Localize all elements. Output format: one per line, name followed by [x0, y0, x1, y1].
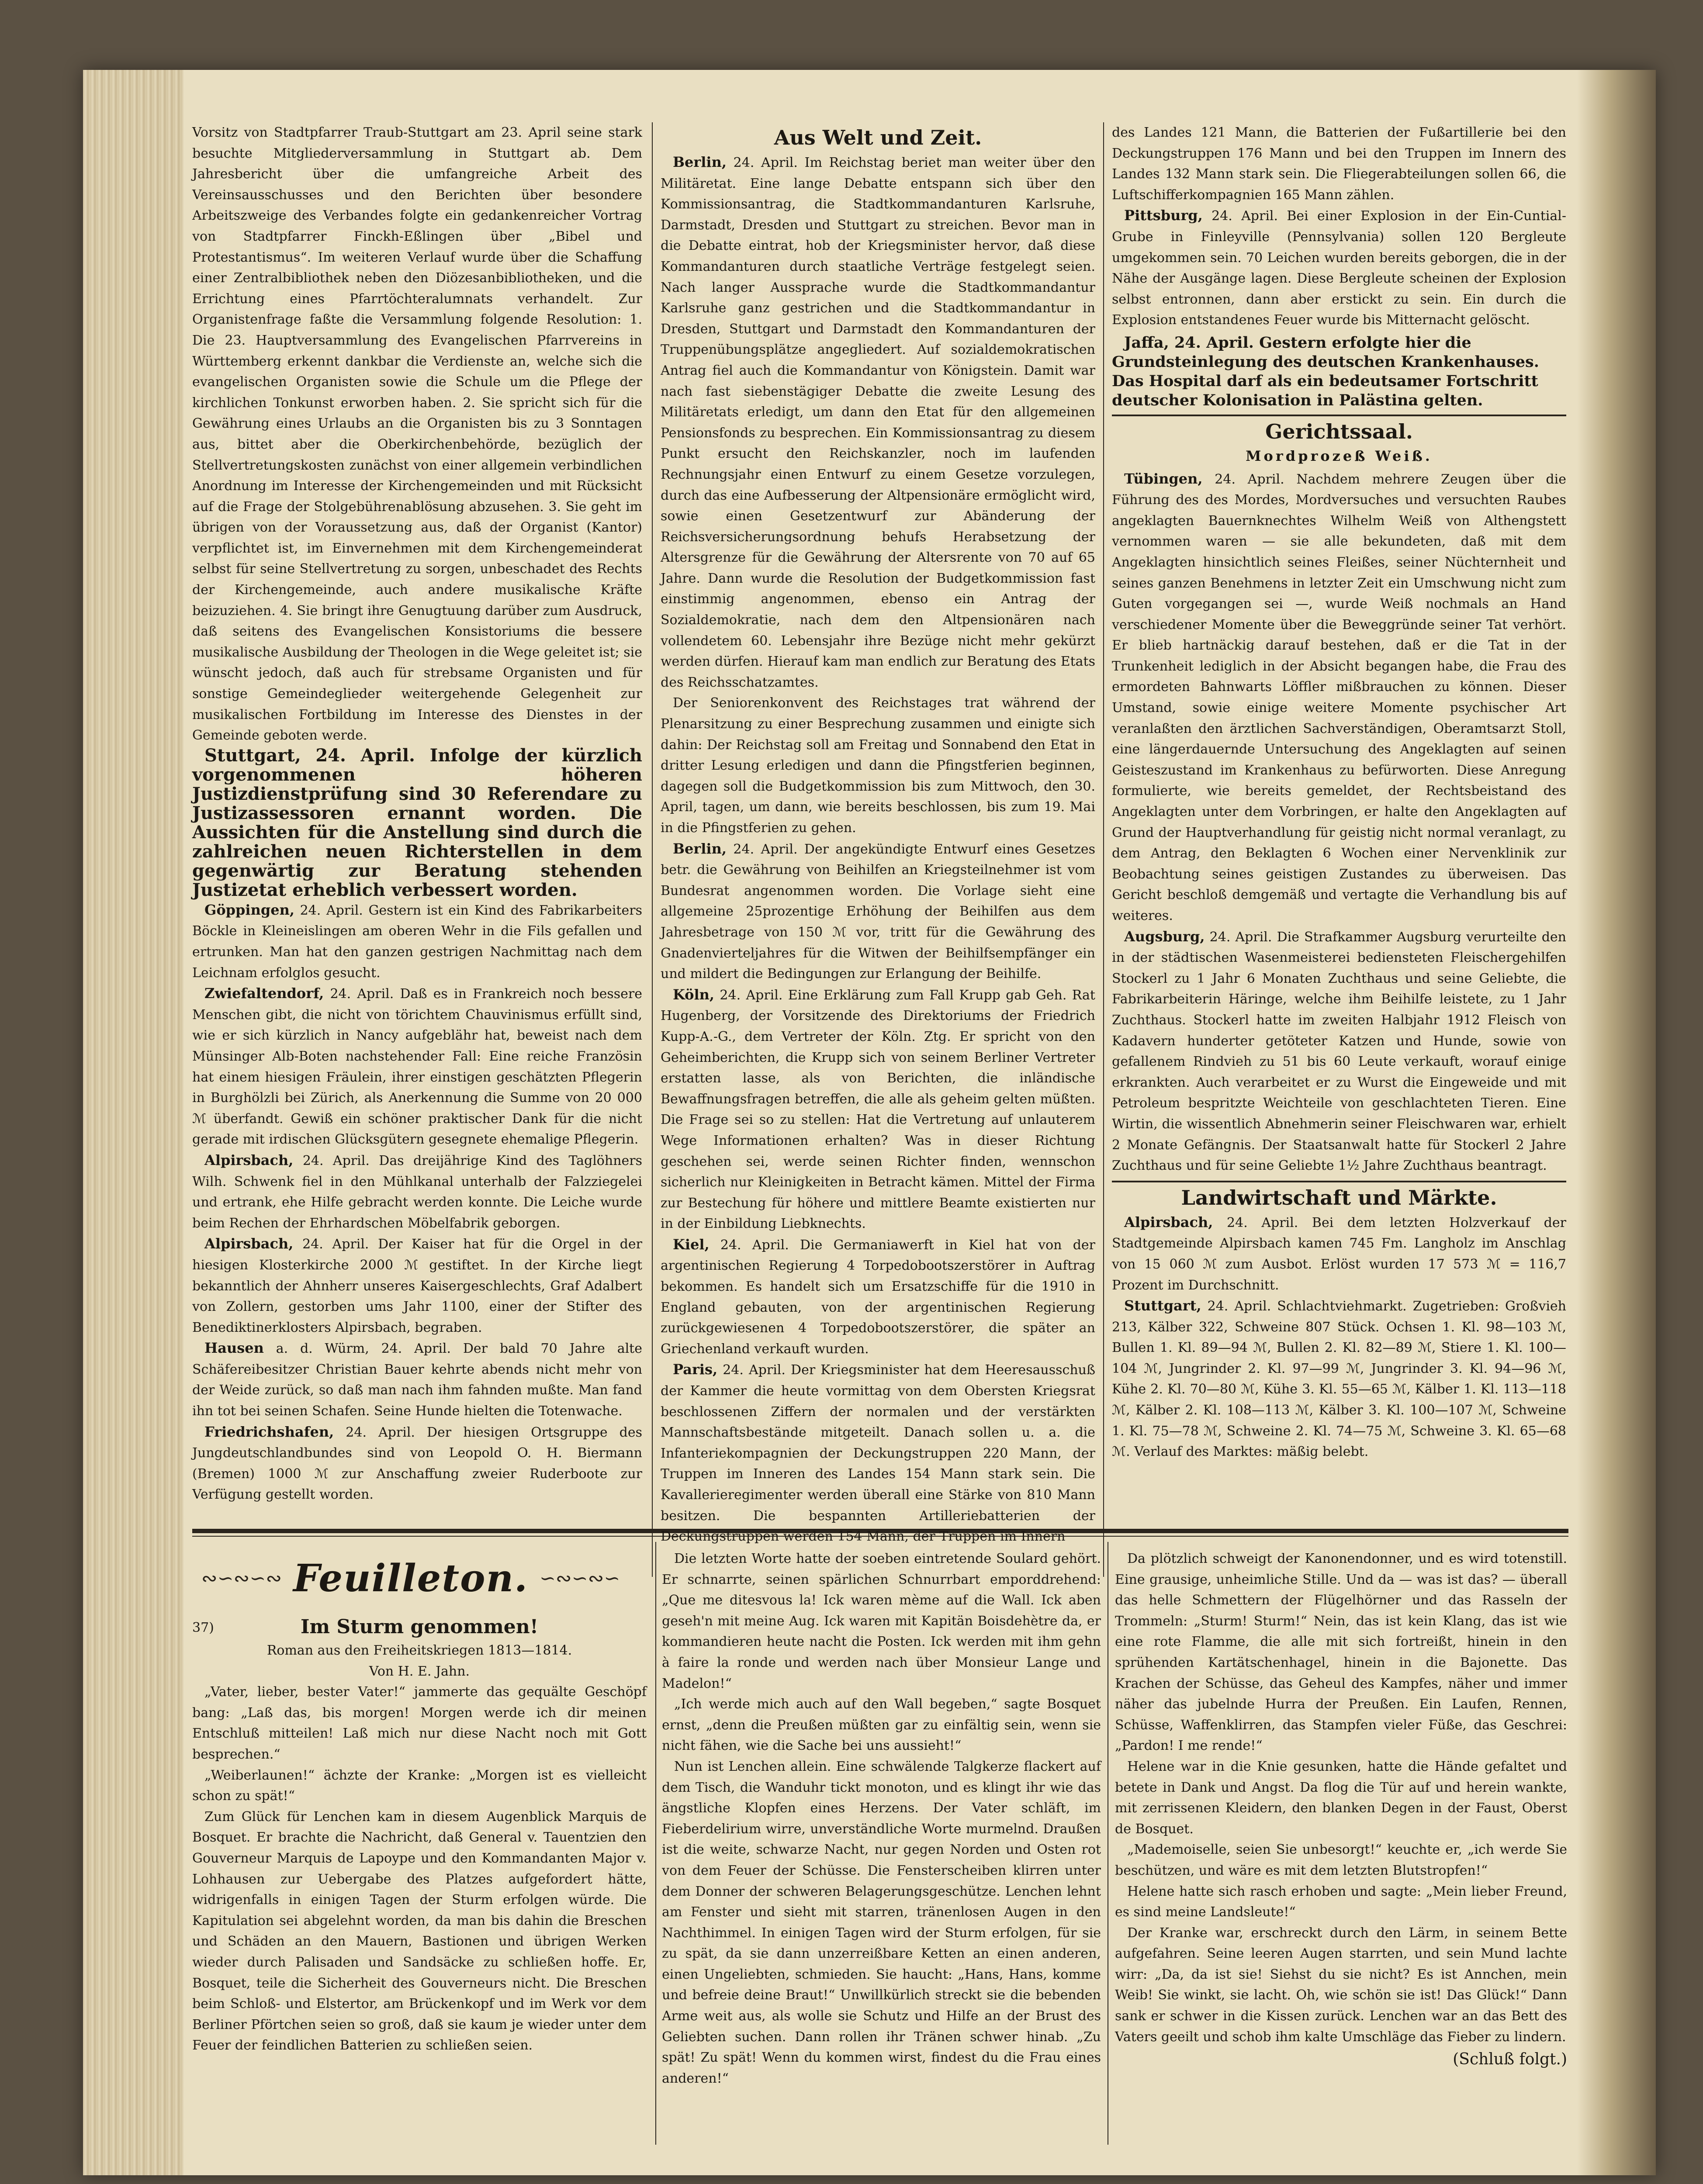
dateline: Hausen: [204, 1340, 264, 1357]
paragraph: Helene hatte sich rasch erhoben und sagte: „Mein lieber Freund, es sind meine Landsleute!“: [1115, 1883, 1567, 1920]
dateline: Alpirsbach,: [204, 1235, 294, 1252]
news-item: [192, 1150, 642, 1234]
feuilleton-title: Feuilleton.: [293, 1556, 528, 1600]
novel-text: [662, 1548, 1101, 2089]
column-rule: [1103, 122, 1104, 1577]
page-binding: [83, 70, 183, 2175]
news-item: [1112, 926, 1566, 1176]
news-item: [1112, 469, 1566, 926]
news-item: [661, 152, 1095, 693]
newspaper-page: [83, 70, 1656, 2175]
news-item: [192, 1234, 642, 1338]
dateline: Tübingen,: [1124, 470, 1203, 487]
news-items: [192, 900, 642, 1505]
dateline: Göppingen,: [204, 901, 294, 918]
feuilleton-column-2: [662, 1548, 1101, 2149]
paragraph: „Weiberlaunen!“ ächzte der Kranke: „Morgen ist es vielleicht schon zu spät!“: [192, 1767, 647, 1804]
section-heading: Aus Welt und Zeit.: [774, 126, 982, 149]
paragraph: Helene war in die Knie gesunken, hatte die Hände gefaltet und betete in Dank und Angst. Da flog die Tür auf und herein wankte, mit zerrissenen Kleidern, den blanken Degen in der Faust, Oberst de Bosquet.: [1115, 1759, 1567, 1837]
news-item: [661, 1359, 1095, 1547]
news-text: 24. April. Gestern ist ein Kind des Fabrikarbeiters Böckle in Kleineislingen am oberen Wehr in die Fils gefallen und ertrunken. Man hat den ganzen gestrigen Nachmittag nach dem Leichnam erfolglos gesucht.: [192, 902, 642, 981]
column-1: [192, 122, 642, 1527]
news-text: Der Seniorenkonvent des Reichstages trat während der Plenarsitzung zu einer Besprechung zusammen und einigte sich dahin: Der Reichstag soll am Freitag und Sonnabend den Etat in dritter Lesung erledigen und dann die Pfingstferien beginnen, dagegen soll die Budgetkommission bis zum Mittwoch, den 30. April, tagen, um dann, wie bereits beschlossen, bis zum 19. Mai in die Pfingstferien zu gehen.: [661, 695, 1095, 836]
news-text: 24. April. Die Germaniawerft in Kiel hat von der argentinischen Regierung 4 Torpedobootszerstörer in Auftrag bekommen. Es handelt sich um Ersatzschiffe für die 1910 in England gebauten, von der argentinischen Regierung zurückgewiesenen 4 Torpedobootszerstörer, die später an Griechenland verkauft wurden.: [661, 1237, 1095, 1357]
news-item: [1112, 1296, 1566, 1462]
paragraph: „Vater, lieber, bester Vater!“ jammerte das gequälte Geschöpf bang: „Laß das, bis morgen! Morgen werde ich dir meinen Entschluß mitteilen! Laß mich nur diese Nacht noch mit Gott besprechen.“: [192, 1684, 647, 1762]
news-text: 24. April. Die Strafkammer Augsburg verurteilte den in der städtischen Wasenmeisterei bediensteten Fleischergehilfen Stockerl zu 1 Jahr 6 Monaten Zuchthaus und seine Geliebte, die Fabrikarbeiterin Häringe, welche ihm Beihilfe leistete, zu 1 Jahr Zuchthaus. Stockerl hatte im zweiten Halbjahr 1912 Fleisch von Kadavern hunderter getöteter Katzen und Hunde, sowie von gefallenem Rindvieh zu 51 bis 60 Leute verkauft, worauf einige erkrankten. Auch verarbeitet er zu Wurst die Eingeweide und mit Petroleum bespritzte Weichteile von geschlachteten Tieren. Eine Wirtin, die wissentlich Abnehmerin seiner Fleischwaren war, erhielt 2 Monate Gefängnis. Der Staatsanwalt hatte für Stockerl 2 Jahre Zuchthaus und für seine Geliebte 1½ Jahre Zuchthaus beantragt.: [1112, 929, 1566, 1174]
novel-header: [192, 1614, 647, 1640]
news-item: [661, 985, 1095, 1234]
news-text: 24. April. Daß es in Frankreich noch bessere Menschen gibt, die nicht von törichtem Chauvinismus erfüllt sind, wie er sich kürzlich in Nancy aufgeblähr hat, beweist nach dem Münsinger Alb-Boten nachstehender Fall: Eine reiche Französin hat einem hiesigen Fräulein, ihrer einstigen geschätzten Pflegerin in Burghölzli bei Zürich, als Anerkennung die Summe von 20 000 ℳ überfandt. Gewiß ein schöner praktischer Dank für die nicht gerade mit irdischen Glücksgütern gesegnete ehemalige Pflegerin.: [192, 986, 642, 1147]
dateline: Pittsburg,: [1124, 207, 1203, 224]
subheading: Mordprozeß Weiß.: [1246, 447, 1433, 464]
paragraph: Nun ist Lenchen allein. Eine schwälende Talgkerze flackert auf dem Tisch, die Wanduhr tickt monoton, und es klingt ihr wie das ängstliche Klopfen eines Herzens. Der Vater schläft, im Fieberdelirium wirre, unverständliche Worte murmelnd. Draußen ist die weite, schwarze Nacht, nur gegen Norden und Osten rot von dem Feuer der Schüsse. Die Fensterscheiben klirren unter dem Donner der schweren Belagerungsgeschütze. Lenchen lehnt am Fenster und sieht mit starren, tränenlosen Augen in den Nachthimmel. In einigen Tagen wird der Sturm erfolgen, für sie zu spät, da sie dann unzerreißbare Ketten an einen anderen, einen Ungeliebten, schmieden. Sie haucht: „Hans, Hans, komme und befreie deine Braut!“ Unwillkürlich streckt sie die bebenden Arme weit aus, als wolle sie Schutz und Hilfe an der Brust des Geliebten suchen. Dann rollen ihr Tränen schwer hinab. „Zu spät! Zu spät! Wenn du kommen wirst, findest du die Frau eines anderen!“: [662, 1759, 1101, 2086]
news-item: [192, 900, 642, 983]
news-item: [661, 839, 1095, 985]
paragraph: „Ich werde mich auch auf den Wall begeben,“ sagte Bosquet ernst, „denn die Preußen müßten gar zu einfältig sein, wenn sie nicht fähen, wie die Sache bei uns aussieht!“: [662, 1697, 1101, 1754]
dateline: Berlin,: [673, 154, 727, 170]
section-rule: [1112, 1181, 1566, 1182]
installment-number: 37): [192, 1620, 214, 1635]
paragraph: Der Kranke war, erschreckt durch den Lärm, in seinem Bette aufgefahren. Seine leeren Augen starrten, und sein Mund lachte wirr: „Da, da ist sie! Siehst du sie nicht? Es ist Annchen, mein Weib! Sie winkt, sie lacht. Oh, wie schön sie ist! Das Glück!“ Dann sank er schwer in die Kissen zurück. Lenchen war an das Bett des Vaters geeilt und schob ihm kalte Umschläge das Fieber zu lindern.: [1115, 1925, 1567, 2045]
news-text: 24. April. Das dreijährige Kind des Taglöhners Wilh. Schwenk fiel in den Mühlkanal unterhalb der Falzziegelei und ertrank, ehe Hilfe gebracht werden konnte. Die Leiche wurde beim Rechen der Ehrhardschen Möbelfabrik geborgen.: [192, 1153, 642, 1231]
paragraph: Zum Glück für Lenchen kam in diesem Augenblick Marquis de Bosquet. Er brachte die Nachricht, daß General v. Tauentzien den Gouverneur Marquis de Lapoype und den Kommandanten Major v. Lohhausen zur Uebergabe des Platzes aufgefordert hätte, widrigenfalls in einigen Tagen der Sturm erfolgen würde. Die Kapitulation sei abgelehnt worden, da man bis dahin die Breschen und Schäden an den Mauern, Bastionen und übrigen Werken wieder durch Palisaden und Sandsäcke zu schließen hoffe. Er, Bosquet, teile die Sicherheit des Gouverneurs nicht. Die Breschen beim Schloß- und Elstertor, am Brückenkopf und im Werk vor dem Berliner Pförtchen seien so groß, daß sie kaum je wieder unter dem Feuer der feindlichen Batterien zu schließen seien.: [192, 1809, 647, 2053]
news-text: 24. April. Schlachtviehmarkt. Zugetrieben: Großvieh 213, Kälber 322, Schweine 807 Stück. Ochsen 1. Kl. 98—103 ℳ, Bullen 1. Kl. 89—94 ℳ, Bullen 2. Kl. 82—89 ℳ, Stiere 1. Kl. 100—104 ℳ, Jungrinder 2. Kl. 97—99 ℳ, Jungrinder 3. Kl. 94—96 ℳ, Kühe 2. Kl. 70—80 ℳ, Kühe 3. Kl. 55—65 ℳ, Kälber 1. Kl. 113—118 ℳ, Kälber 2. Kl. 108—113 ℳ, Kälber 3. Kl. 100—107 ℳ, Schweine 1. Kl. 75—78 ℳ, Schweine 2. Kl. 74—75 ℳ, Schweine 3. Kl. 65—68 ℳ. Verlauf des Marktes: mäßig belebt.: [1112, 1299, 1566, 1460]
ornament-right-icon: ∽∾∽∾∽: [539, 1567, 620, 1590]
news-text: 24. April. Bei dem letzten Holzverkauf der Stadtgemeinde Alpirsbach kamen 745 Fm. Langholz im Anschlag von 15 060 ℳ zum Ausbot. Erlöst wurden 17 573 ℳ = 116,7 Prozent im Durchschnitt.: [1112, 1215, 1566, 1293]
novel-subtitle: Roman aus den Freiheitskriegen 1813—1814.: [267, 1643, 572, 1658]
dateline: Alpirsbach,: [1124, 1213, 1213, 1230]
dateline: Zwiefaltendorf,: [204, 985, 324, 1002]
news-text: 24. April. Nachdem mehrere Zeugen über die Führung des des Mordes, Mordversuches und versuchten Raubes angeklagten Bauernknechtes Wilhelm Weiß von Althengstett vernommen waren — sie alle bekundeten, daß mit dem Angeklagten hinsichtlich seines Fleißes, seiner Nüchternheit und seines ganzen Benehmens in letzter Zeit ein Umschwung nicht zum Guten vorgegangen sei —, wurde Weiß nochmals an Hand verschiedener Momente über die Beweggründe seiner Tat verhört. Er blieb hartnäckig darauf bestehen, daß er die Tat in der Trunkenheit lediglich in der Absicht begangen habe, die Frau des ermordeten Bahnwarts Löffler mißbrauchen zu können. Dieser Umstand, sowie einige weitere Momente psychischer Art veranlaßten den ärztlichen Sachverständigen, Oberamtsarzt Stoll, eine längerdauernde Untersuchung des Angeklagten auf seinen Geisteszustand im Krankenhaus zu befürworten. Diese Anregung formulierte, wie bereits gemeldet, der Rechtsbeistand des Angeklagten unter dem Vorbringen, er halte den Angeklagten auf Grund der Hauptverhandlung für geistig nicht normal veranlagt, zu dem Antrag, den Beklagten 6 Wochen einer Nervenklinik zur Beobachtung seines geistigen Zustandes zu überweisen. Das Gericht beschloß demgemäß und vertagte die Verhandlung bis auf weiteres.: [1112, 471, 1566, 923]
feuilleton-header: [192, 1545, 629, 1611]
court-items: [1112, 469, 1566, 1176]
news-item: [661, 693, 1095, 838]
news-item: [192, 983, 642, 1150]
news-text: 24. April. Der angekündigte Entwurf eines Gesetzes betr. die Gewährung von Beihilfen an Kriegsteilnehmer ist vom Bundesrat angenommen worden. Die Vorlage sieht eine allgemeine 25prozentige Erhöhung der Beihilfen aus dem Jahresbetrage von 150 ℳ vor, tritt für die Gewährung des Gnadenvierteljahres für die Witwen der Beihilfsempfänger ein und mildert die Bedingungen zur Erlangung der Beihilfe.: [661, 841, 1095, 982]
news-text: 24. April. Der Kriegsminister hat dem Heeresausschuß der Kammer die heute vormittag von dem Obersten Kriegsrat beschlossenen Ziffern der normalen und der verstärkten Mannschaftsbestände mitgeteilt. Danach sollen u. a. die Infanteriekompagnien der Deckungstruppen 220 Mann, der Truppen im Inneren des Landes 154 Mann stark sein. Die Kavallerieregimenter werden überall eine Stärke von 810 Mann besitzen. Die bespannten Artilleriebatterien der Deckungstruppen werden 154 Mann, der Truppen im Innern: [661, 1362, 1095, 1545]
news-item: [661, 1234, 1095, 1360]
ornament-left-icon: ∾∽∾∽∾: [201, 1567, 282, 1590]
paragraph: Die letzten Worte hatte der soeben eintretende Soulard gehört. Er schnarrte, seinen spärlichen Schnurrbart emporddrehend: „Que me ditesvous la! Ick waren mème auf die Wall. Ick aben geseh'n mit meine Aug. Ick waren mit Kapitän Boisdehètre da, er kommandieren heute nacht die Posten. Ick werden mit ihm gehn à faire la ronde und werden nach über Monsieur Lange und Madelon!“: [662, 1551, 1101, 1691]
column-rule: [652, 122, 653, 1577]
paragraph: Da plötzlich schweigt der Kanonendonner, und es wird totenstill. Eine grausige, unheimliche Stille. Und da — was ist das? — überall das helle Schmettern der Flügelhörner und das Rasseln der Trommeln: „Sturm! Sturm!“ Nein, das ist kein Klang, das ist wie eine rote Flamme, die alle mit sich fortreißt, hinein in den sprühenden Kartätschenhagel, hinein in die Bajonette. Das Krachen der Schüsse, das Geheul des Kampfes, näher und immer näher das jubelnde Hurra der Preußen. Ein Laufen, Rennen, Schüsse, Waffenklirren, das Stampfen vieler Füße, das Geschrei: „Pardon! I me rende!“: [1115, 1551, 1567, 1754]
dateline: Alpirsbach,: [204, 1151, 294, 1168]
news-text: 24. April. Bei einer Explosion in der Ein-Cuntial-Grube in Finleyville (Pennsylvania) sollen 120 Bergleute umgekommen sein. 70 Leichen wurden bereits geborgen, die in der Nähe der Ausgänge lagen. Diese Bergleute scheinen der Explosion selbst entronnen, dann aber erstickt zu sein. Ein durch die Explosion entstandenes Feuer wurde bis Mitternacht gelöscht.: [1112, 208, 1566, 328]
column-2: [661, 122, 1095, 1545]
news-text: 24. April. Der Kaiser hat für die Orgel in der hiesigen Klosterkirche 2000 ℳ gestiftet. In der Kirche liegt bekanntlich der Ahnherr unseres Kaisergeschlechts, Graf Adalbert von Zollern, gestorben ums Jahr 1100, einer der Stifter des Benediktinerklosters Alpirsbach, begraben.: [192, 1237, 642, 1335]
news-text: a. d. Würm, 24. April. Der bald 70 Jahre alte Schäfereibesitzer Christian Bauer kehrte abends nicht mehr von der Weide zurück, so daß man nach ihm fahnden mußte. Man fand ihn tot bei seinen Schafen. Seine Hunde hielten die Totenwache.: [192, 1341, 642, 1419]
novel-text: [1115, 1548, 1567, 2047]
news-text: 24. April. Eine Erklärung zum Fall Krupp gab Geh. Rat Hugenberg, der Vorsitzende des Direktoriums der Friedrich Kupp-A.-G., dem Vertreter der Köln. Ztg. Er spricht von den Geheimberichten, die Krupp sich von seinem Berliner Vertreter erstatten lasse, als von Berichten, die inländische Bewaffnungsfragen betreffen, die alle als geheim gelten müßten. Die Frage sei so zu stellen: Hat die Vertretung auf unlauterem Wege Informationen erhalten? Was in dieser Richtung geschehen sei, werde seinen Richter finden, wennschon sicherlich nur Kleinigkeiten in Betracht kämen. Mittel der Firma zur Bestechung für höhere und mittlere Beamte existierten nur in der Einbildung Liebknechts.: [661, 987, 1095, 1232]
section-rule: [1112, 415, 1566, 416]
news-item: [192, 1338, 642, 1421]
column-rule: [655, 1542, 656, 2145]
paragraph: „Mademoiselle, seien Sie unbesorgt!“ keuchte er, „ich werde Sie beschützen, und wäre es mit dem letzten Blutstropfen!“: [1115, 1842, 1567, 1878]
feuilleton-column-1: [192, 1614, 647, 2149]
feuilleton-column-3: [1115, 1548, 1567, 2149]
continued-note: (Schluß folgt.): [1453, 2050, 1567, 2069]
novel-text: [192, 1682, 647, 2056]
dateline: Stuttgart,: [1124, 1297, 1201, 1314]
novel-title: Im Sturm genommen!: [300, 1616, 539, 1638]
market-items: [1112, 1212, 1566, 1462]
column-3: [1112, 122, 1566, 1527]
dateline: Paris,: [673, 1361, 718, 1378]
section-heading: Gerichtssaal.: [1265, 419, 1413, 443]
news-item: [1112, 205, 1566, 331]
stuttgart-headline: Stuttgart, 24. April. Infolge der kürzlich vorgenommenen höheren Justizdienstprüfung sind 30 Referendare zu Justizassessoren ernannt worden. Die Aussichten für die Anstellung sind durch die zahlreichen neuen Richterstellen in dem gegenwärtig zur Beratung stehenden Justizetat erheblich verbessert worden.: [192, 745, 642, 900]
news-text: 24. April. Im Reichstag beriet man weiter über den Militäretat. Eine lange Debatte entspann sich über den Kommissionsantrag, die Stadtkommandanturen Karlsruhe, Darmstadt, Dresden und Stuttgart zu streichen. Bevor man in die Debatte eintrat, hob der Kriegsminister hervor, daß diese Kommandanturen durch staatliche Verträge festgelegt seien. Nach langer Aussprache wurde die Stadtkommandantur Karlsruhe ganz gestrichen und die Stadtkommandantur in Dresden, Stuttgart und Darmstadt den Kommandanturen der Truppenübungsplätze angegliedert. Auf sozialdemokratischen Antrag fiel auch die Kommandantur von Königstein. Damit war nach fast siebenstägiger Debatte die zweite Lesung des Militäretats erledigt, um dann den Etat für den allgemeinen Pensionsfonds zu besprechen. Ein Kommissionsantrag zu diesem Punkt ersucht den Reichskanzler, noch im laufenden Rechnungsjahr einen Entwurf zu einem Gesetze vorzulegen, durch das eine Aufbesserung der Altpensionäre ermöglicht wird, sowie einen Gesetzentwurf zur Abänderung der Reichsversicherungsordnung behufs Herabsetzung der Altersgrenze für die Gewährung der Altersrente von 70 auf 65 Jahre. Dann wurde die Resolution der Budgetkommission fast einstimmig angenommen, ebenso ein Antrag der Sozialdemokratie, nach dem den Altpensionären nach vollendetem 60. Lebensjahr ihre Bezüge nicht mehr gekürzt werden dürfen. Hierauf kam man endlich zur Beratung des Etats des Reichsschatzamtes.: [661, 155, 1095, 690]
news-item: [192, 1422, 642, 1505]
news-item: [1112, 1212, 1566, 1296]
section-heading: Landwirtschaft und Märkte.: [1181, 1185, 1497, 1209]
news-items: [661, 152, 1095, 1547]
page-edge-shadow: [1577, 70, 1656, 2175]
dateline: Friedrichshafen,: [204, 1423, 334, 1440]
article-text: des Landes 121 Mann, die Batterien der Fußartillerie bei den Deckungstruppen 176 Mann und bei den Truppen im Innern des Landes 132 Mann stark sein. Die Fliegerabteilungen sollen 66, die Luftschifferkompagnien 165 Mann zählen.: [1112, 125, 1566, 203]
dateline: Berlin,: [673, 840, 727, 857]
dateline: Augsburg,: [1124, 928, 1205, 945]
novel-author: Von H. E. Jahn.: [369, 1663, 470, 1679]
dateline: Köln,: [673, 986, 715, 1003]
news-text: 24. April. Der hiesigen Ortsgruppe des Jungdeutschlandbundes sind von Leopold O. H. Biermann (Bremen) 1000 ℳ zur Anschaffung zweier Ruderboote zur Verfügung gestellt worden.: [192, 1424, 642, 1503]
article-text: Vorsitz von Stadtpfarrer Traub-Stuttgart am 23. April seine stark besuchte Mitgliederversammlung in Stuttgart ab. Dem Jahresbericht über die umfangreiche Arbeit des Vereinsausschusses und den Berichten über besondere Arbeitszweige des Verbandes folgte ein gedankenreicher Vortrag von Stadtpfarrer Finckh-Eßlingen über „Bibel und Protestantismus“. Im weiteren Verlauf wurde über die Schaffung einer Zentralbibliothek neben den Diözesanbibliotheken, und die Errichtung eines Pfarrtöchteralumnats verhandelt. Zur Organistenfrage faßte die Versammlung folgende Resolution: 1. Die 23. Hauptversammlung des Evangelischen Pfarrvereins in Württemberg erkennt dankbar die Verdienste an, welche sich die evangelischen Organisten sowie die Schule um die Pflege der kirchlichen Tonkunst erworben haben. 2. Sie spricht sich für die Gewährung eines Urlaubs an die Organisten bis zu 3 Sonntagen aus, bittet aber die Oberkirchenbehörde, bezüglich der Stellvertretungskosten zunächst von einer allgemein verbindlichen Anordnung im Interesse der Kirchengemeinden und mit Rücksicht auf die Frage der Stolgebührenablösung abzusehen. 3. Sie geht im übrigen von der Voraussetzung aus, daß der Organist (Kantor) verpflichtet ist, im Einvernehmen mit dem Kirchengemeinderat selbst für seine Stellvertretung zu sorgen, unbeschadet des Rechts der Kirchengemeinde, auch andere musikalische Kräfte beizuziehen. 4. Sie bringt ihre Genugtuung darüber zum Ausdruck, daß seitens des Evangelischen Konsistoriums die bessere musikalische Ausbildung der Theologen in die Wege geleitet ist; sie wünscht jedoch, daß auch für strebsame Organisten und für sonstige Gemeindeglieder weitergehende Gelegenheit zur musikalischen Fortbildung im Interesse des Dienstes in der Gemeinde geboten werde.: [192, 125, 642, 743]
dateline: Kiel,: [673, 1236, 710, 1253]
jaffa-headline: Jaffa, 24. April. Gestern erfolgte hier die Grundsteinlegung des deutschen Krankenhauses. Das Hospital darf als ein bedeutsamer Fortschritt deutscher Kolonisation in Palästina gelten.: [1112, 333, 1539, 409]
